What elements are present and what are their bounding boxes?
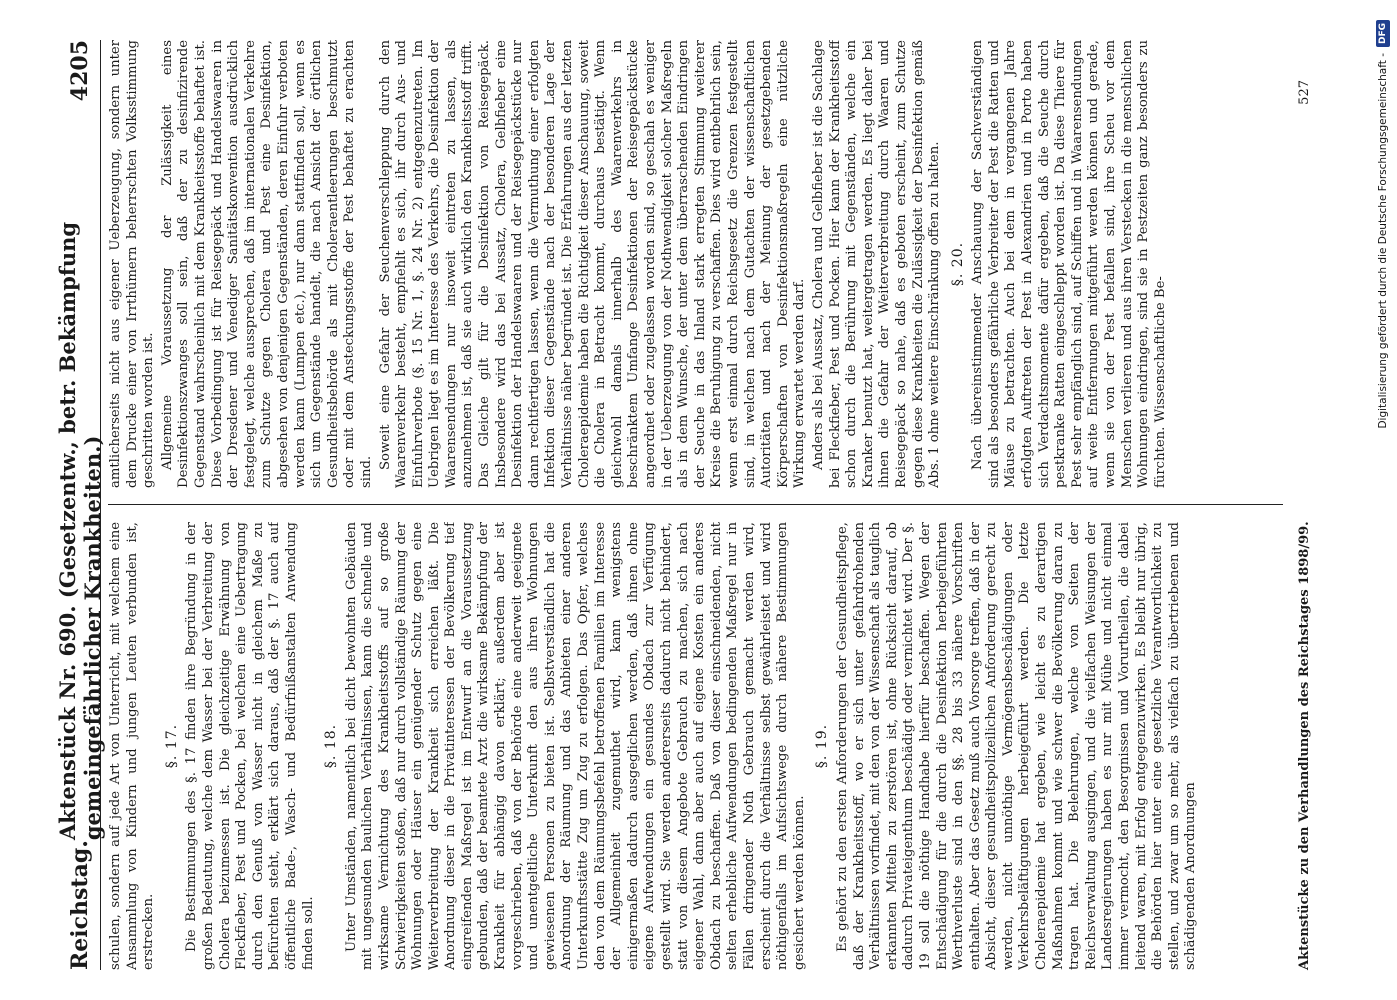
footer-page-number: 527 [1296, 80, 1312, 105]
header-left: Reichstag. [67, 840, 93, 970]
right-column [108, 40, 1283, 488]
header-title: Aktenstück Nr. 690. (Gesetzentw., betr. Bekämpfung gemeingefährlicher Krankheiten.) [55, 221, 105, 841]
paragraph: Soweit eine Gefahr der Seuchenverschleppung durch den Waarenverkehr besteht, empfiehlt es sich, ihr durch Aus- und Einfuhrverbote (§. 15 Nr. 1, §. 24 Nr. 2) entgegenzutreten. Im Uebrigen liegt es im Interesse des Verkehrs, die Desinfektion der Waarensendungen nur insoweit eintreten zu lassen, als anzunehmen ist, daß sie auch wirklich den Krankheitsstoff trifft. Das Gleiche gilt für die Desinfektion von Reisegepäck. Insbesondere wird das bei Aussatz, Cholera, Gelbfieber eine Desinfektion der Handelswaaren und der Reisegepäckstücke nur dann rechtfertigen lassen, wenn die Vermuthung einer erfolgten Infektion dieser Gegenstände nach der besonderen Lage der Verhältnisse näher begründet ist. Die Erfahrungen aus der letzten Choleraepidemie haben die Richtigkeit dieser Anschauung, soweit die Cholera in Betracht kommt, durchaus bestätigt. Wenn gleichwohl damals innerhalb des Waarenverkehrs in beschränktem Umfange Desinfektionen der Reisegepäckstücke angeordnet oder zugelassen worden sind, so geschah es weniger in der Ueberzeugung von der Nothwendigkeit solcher Maßregeln als in dem Wunsche, der unter dem überraschenden Eindringen der Seuche in das Inland stark erregten Stimmung weiterer Kreise die Beruhigung zu verschaffen. Dies wird entbehrlich sein, wenn erst einmal durch Reichsgesetz die Grenzen festgestellt sind, in welchen nach dem Gutachten der wissenschaftlichen Autoritäten und nach der Meinung der gesetzgebenden Körperschaften von Desinfektionsmaßregeln eine nützliche Wirkung erwartet werden darf. [377, 40, 808, 488]
paragraph: schulen, sondern auf jede Art von Unterricht, mit welchem eine Ansammlung von Kindern und jungen Leuten verbunden ist, erstrecken. [108, 522, 157, 970]
dfg-logo: DFG [1376, 20, 1390, 47]
section-heading: §. 17. [163, 723, 180, 769]
left-column [108, 522, 1283, 970]
header-page-number: 4205 [67, 40, 93, 102]
rotated-page-content [55, 40, 1320, 970]
paragraph: Es gehört zu den ersten Anforderungen der Gesundheitspflege, daß der Krankheitsstoff, wo er sich unter gefahrdrohenden Verhältnissen vorfindet, mit den von der Wissenschaft als tauglich erkannten Mitteln zu zerstören ist, ohne Rücksicht darauf, ob dadurch Privateigenthum beschädigt oder vernichtet wird. Der §. 19 soll die nöthige Handhabe hierfür beschaffen. Wegen der Entschädigung für die durch die Desinfektion herbeigeführten Werthverluste sind in den §§. 28 bis 33 nähere Vorschriften enthalten. Aber das Gesetz muß auch Vorsorge treffen, daß in der Absicht, dieser gesundheitspolizeilichen Anforderung gerecht zu werden, nicht unnöthige Vermögensbeschädigungen oder Verkehrsbeläftigungen herbeigeführt werden. Die letzte Choleraepidemie hat ergeben, wie leicht es zu derartigen Maßnahmen kommt und wie schwer die Bevölkerung daran zu tragen hat. Die Belehrungen, welche von Seiten der Reichsverwaltung ausgingen, und die vielfachen Weisungen der Landesregierungen haben es nur mit Mühe und nicht einmal immer vermocht, den Besorgnissen und Vorurtheilen, die dabei leitend waren, mit Erfolg entgegenzuwirken. Es bleibt nur übrig, die Behörden hier unter eine gesetzliche Verantwortlichkeit zu stellen, und zwar um so mehr, als vielfach zu übertriebenen und schädigenden Anordnungen [834, 522, 1199, 970]
paragraph: Allgemeine Voraussetzung der Zulässigkeit eines Desinfektionszwanges soll sein, daß der zu desinfizirende Gegenstand wahrscheinlich mit dem Krankheitsstoffe behaftet ist. Diese Vorbedingung ist für Reisegepäck und Handelswaaren in der Dresdener und Venediger Sanitätskonvention ausdrücklich festgelegt, welche aussprechen, daß im internationalen Verkehre zum Schutze gegen Cholera und Pest eine Desinfektion, abgesehen von denjenigen Gegenständen, deren Einfuhr verboten werden kann (Lumpen etc.), nur dann stattfinden soll, wenn es sich um Gegenstände handelt, die nach Ansicht der örtlichen Gesundheitsbehörde als mit Choleraentleerungen beschmutzt oder mit dem Ansteckungsstoffe der Pest behaftet zu erachten sind. [159, 40, 374, 488]
digitization-note [1372, 20, 1394, 980]
paragraph: Nach übereinstimmender Anschauung der Sachverständigen sind als besonders gefährliche Verbreiter der Pest die Ratten und Mäuse zu betrachten. Auch bei dem in vergangenen Jahre erfolgten Auftreten der Pest in Alexandrien und in Porto haben sich Verdachtsmomente dafür ergeben, daß die Seuche durch pestkranke Ratten eingeschleppt worden ist. Da diese Thiere für Pest sehr empfänglich sind, auf Schiffen und in Waarensendungen auf weite Entfernungen mitgeführt werden können und gerade, wenn sie von der Pest befallen sind, ihre Scheu vor dem Menschen verlieren und aus ihren Verstecken in die menschlichen Wohnungen eindringen, sind sie in Pestzeiten ganz besonders zu fürchten. Wissenschaftliche Be- [970, 40, 1168, 488]
paragraph: Anders als bei Aussatz, Cholera und Gelbfieber ist die Sachlage bei Fleckfieber, Pest und Pocken. Hier kann der Krankheitsstoff schon durch die Berührung mit Gegenständen, welche ein Kranker benutzt hat, weitergetragen werden. Es liegt daher bei ihnen die Gefahr der Weiterverbreitung durch Waaren und Reisegepäck so nahe, daß es geboten erscheint, zum Schutze gegen diese Krankheiten die Zulässigkeit der Desinfektion gemäß Abs. 1 ohne weitere Einschränkung offen zu halten. [810, 40, 943, 488]
section-heading: §. 19. [814, 723, 831, 769]
text-columns [108, 40, 1288, 970]
footer-source: Aktenstücke zu den Verhandlungen des Reichstages 1898/99. [1296, 521, 1312, 970]
digitization-text: Digitalisierung gefördert durch die Deutsche Forschungsgemeinschaft - [1377, 53, 1389, 429]
page-footer [1292, 40, 1316, 970]
page-header [55, 40, 105, 970]
section-heading: §. 20. [949, 241, 966, 287]
paragraph: Die Bestimmungen des §. 17 finden ihre Begründung in der großen Bedeutung, welche dem Wasser bei der Verbreitung der Cholera beizumessen ist. Die gleichzeitige Erwähnung von Fleckfieber, Pest und Pocken, bei welchen eine Uebertragung durch den Genuß von Wasser nicht in gleichem Maße zu befürchten steht, erklärt sich daraus, daß der §. 17 auch auf öffentliche Bade-, Wasch- und Bedürfnißanstalten Anwendung finden soll. [184, 522, 316, 970]
paragraph: amtlicherseits nicht aus eigener Ueberzeugung, sondern unter dem Drucke einer von Irrthümern beherrschten Volksstimmung geschritten worden ist. [108, 40, 157, 488]
section-heading: §. 18. [323, 723, 340, 769]
paragraph: Unter Umständen, namentlich bei dicht bewohnten Gebäuden mit ungesunden baulichen Verhältnissen, kann die schnelle und wirksame Vernichtung des Krankheitsstoffs auf so große Schwierigkeiten stoßen, daß nur durch vollständige Räumung der Wohnungen oder Häuser ein genügender Schutz gegen eine Weiterverbreitung der Krankheit sich erreichen läßt. Die Anordnung dieser in die Privatinteressen der Bevölkerung tief eingreifenden Maßregel ist im Entwurf an die Voraussetzung gebunden, daß der beamtete Arzt die wirksame Bekämpfung der Krankheit für abhängig davon erklärt; außerdem aber ist vorgeschrieben, daß von der Behörde eine anderweit geeignete und unentgeltliche Unterkunft den aus ihren Wohnungen gewiesenen Personen zu bieten ist. Selbstverständlich hat die Anordnung der Räumung und das Anbieten einer anderen Unterkunftsstätte Zug um Zug zu erfolgen. Das Opfer, welches den von dem Räumungsbefehl betroffenen Familien im Interesse der Allgemeinheit zugemuthet wird, kann wenigstens einigermaßen dadurch ausgeglichen werden, daß ihnen ohne eigene Aufwendungen ein gesundes Obdach zur Verfügung gestellt wird. Sie werden andererseits dadurch nicht behindert, statt von diesem Angebote Gebrauch zu machen, sich nach eigener Wahl, dann aber auch auf eigene Kosten ein anderes Obdach zu beschaffen. Daß von dieser einschneidenden, nicht selten erhebliche Aufwendungen bedingenden Maßregel nur in Fällen dringender Noth Gebrauch gemacht werden wird, erscheint durch die Verhältnisse selbst gewährleistet und wird nöthigenfalls im Aufsichtswege durch nähere Bestimmungen gesichert werden können. [343, 522, 807, 970]
